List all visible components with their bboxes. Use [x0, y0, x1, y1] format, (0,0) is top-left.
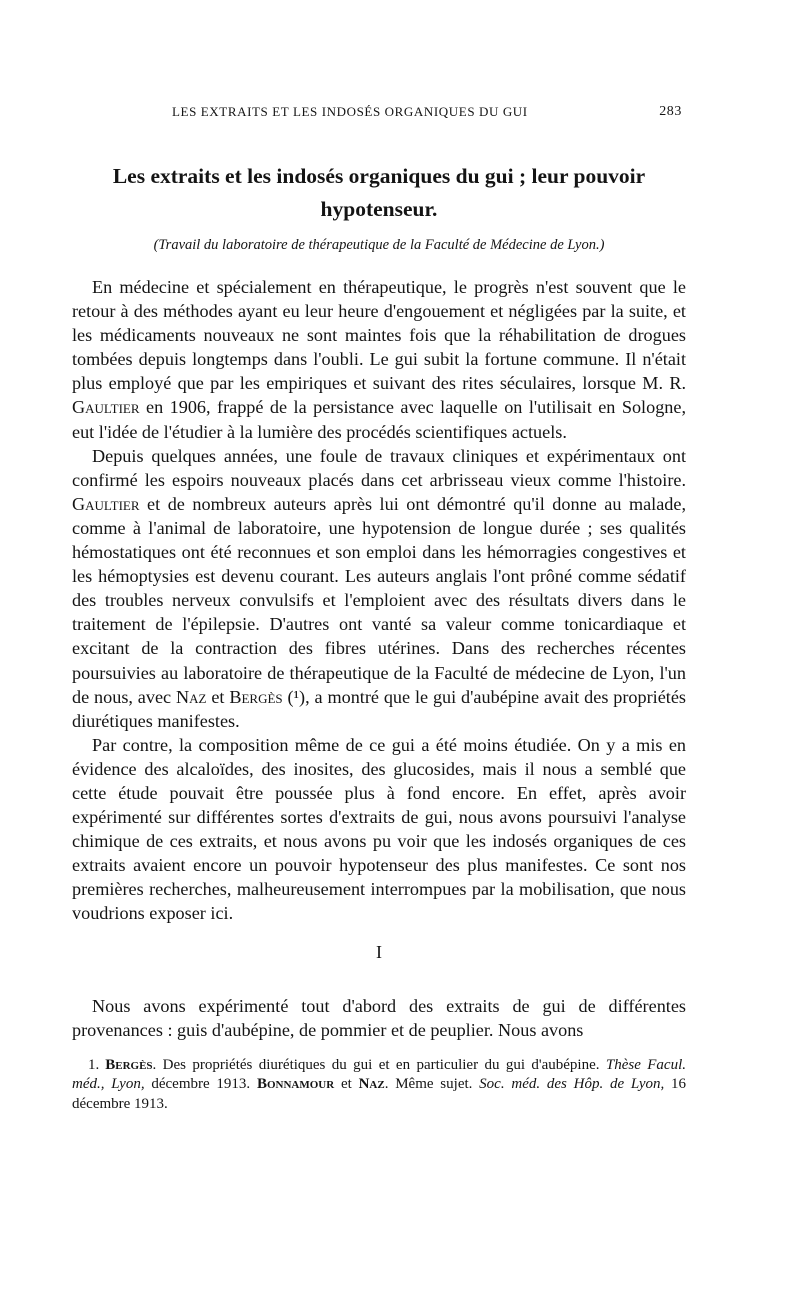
footnote-source: Soc. méd. des Hôp. de Lyon,: [479, 1076, 665, 1093]
article-affiliation: (Travail du laboratoire de thérapeutique de la Faculté de Médecine de Lyon.): [153, 237, 605, 253]
paragraph-text: et de nombreux auteurs après lui ont démontré qu'il donne au malade, comme à l'animal de laboratoire, une hypotension de longue durée ; ses qualités hémostatiques ont été reconnues et son emploi dans les hémorragies congestives et les hémoptysies est devenu courant. Les auteurs anglais l'ont prôné comme sédatif des troubles nerveux convulsifs et l'emploient avec des résultats divers dans le traitement de l'épilepsie. D'autres ont vanté sa valeur comme tonicardiaque et excitant de la contraction des fibres utérines. Dans des recherches récentes poursuivies au laboratoire de thérapeutique de la Faculté de médecine de Lyon, l'un de nous, avec: [72, 493, 686, 707]
author-name: Gaultier: [72, 493, 140, 514]
footnote-source: Thèse Facul. méd., Lyon,: [72, 1056, 686, 1093]
footnote-text: et: [334, 1076, 359, 1093]
section-number: I: [376, 941, 382, 962]
paragraph-text: et: [206, 686, 230, 707]
paragraph-text: Depuis quelques années, une foule de travaux cliniques et expérimentaux ont confirmé les espoirs nouveaux placés dans cet arbrisseau vieux comme l'histoire.: [72, 445, 686, 490]
footnote-text: . Même sujet.: [384, 1076, 480, 1093]
paragraph-intro: [72, 275, 686, 444]
paragraph-text: en 1906, frappé de la persistance avec laquelle on l'utilisait en Sologne, eut l'idée de l'étudier à la lumière des procédés scientifiques actuels.: [72, 397, 686, 442]
footnote-author: Bergès: [105, 1056, 153, 1073]
page-number: 283: [659, 104, 682, 119]
book-page: [72, 96, 686, 1114]
paragraph-composition: Par contre, la composition même de ce gui a été moins étudiée. On y a mis en évidence des alcaloïdes, des inosites, des glucosides, mais il nous a semblé que cette étude pouvait être poussée plus à fond encore. En effet, après avoir expérimenté sur différentes sortes d'extraits de gui, nous avons poursuivi l'analyse chimique de ces extraits, et nous avons pu voir que les indosés organiques de ces extraits avaient encore un pouvoir hypotenseur des plus manifestes. Ce sont nos premières recherches, malheureusement interrompues par la mobilisation, que nous voudrions exposer ici.: [72, 734, 686, 924]
article-body: [72, 275, 686, 1042]
footnote-author: Bonnamour: [256, 1076, 335, 1093]
author-name: Naz: [176, 686, 207, 707]
footnote: [72, 1056, 686, 1115]
footnote-text: 16 décembre 1913.: [72, 1076, 687, 1112]
paragraph-text: , a montré que le gui d'aubépine avait des propriétés diurétiques manifestes.: [72, 686, 686, 731]
footnote-author: Naz: [358, 1076, 385, 1093]
article-title: Les extraits et les indosés organiques du gui ; leur pouvoir hypotenseur.: [112, 164, 646, 221]
author-name: Gaultier: [72, 397, 140, 418]
paragraph-text: En médecine et spécialement en thérapeutique, le progrès n'est souvent que le retour à des méthodes ayant eu leur heure d'engouement et négligées par la suite, et les médicaments nouveaux ne sont maintes fois que la réhabilitation de drogues tombées depuis longtemps dans l'oubli. Le gui subit la fortune commune. Il n'était plus employé que par les empiriques et suivant des rites séculaires, lorsque M. R.: [72, 277, 686, 394]
paragraph-prior-work: [72, 444, 686, 733]
footnote-text: . Des propriétés diurétiques du gui et en particulier du gui d'aubépine.: [152, 1056, 606, 1073]
author-name: Bergès: [229, 686, 283, 707]
running-header: [72, 96, 686, 118]
footnote-number: 1.: [88, 1056, 100, 1073]
footnote-text: décembre 1913.: [144, 1076, 257, 1093]
paragraph-experiments: Nous avons expérimenté tout d'abord des extraits de gui de différentes provenances : guis d'aubépine, de pommier et de peuplier. Nous avons: [72, 995, 686, 1040]
running-title: LES EXTRAITS ET LES INDOSÉS ORGANIQUES DU GUI: [172, 104, 528, 119]
footnote-reference: (¹): [282, 686, 306, 707]
